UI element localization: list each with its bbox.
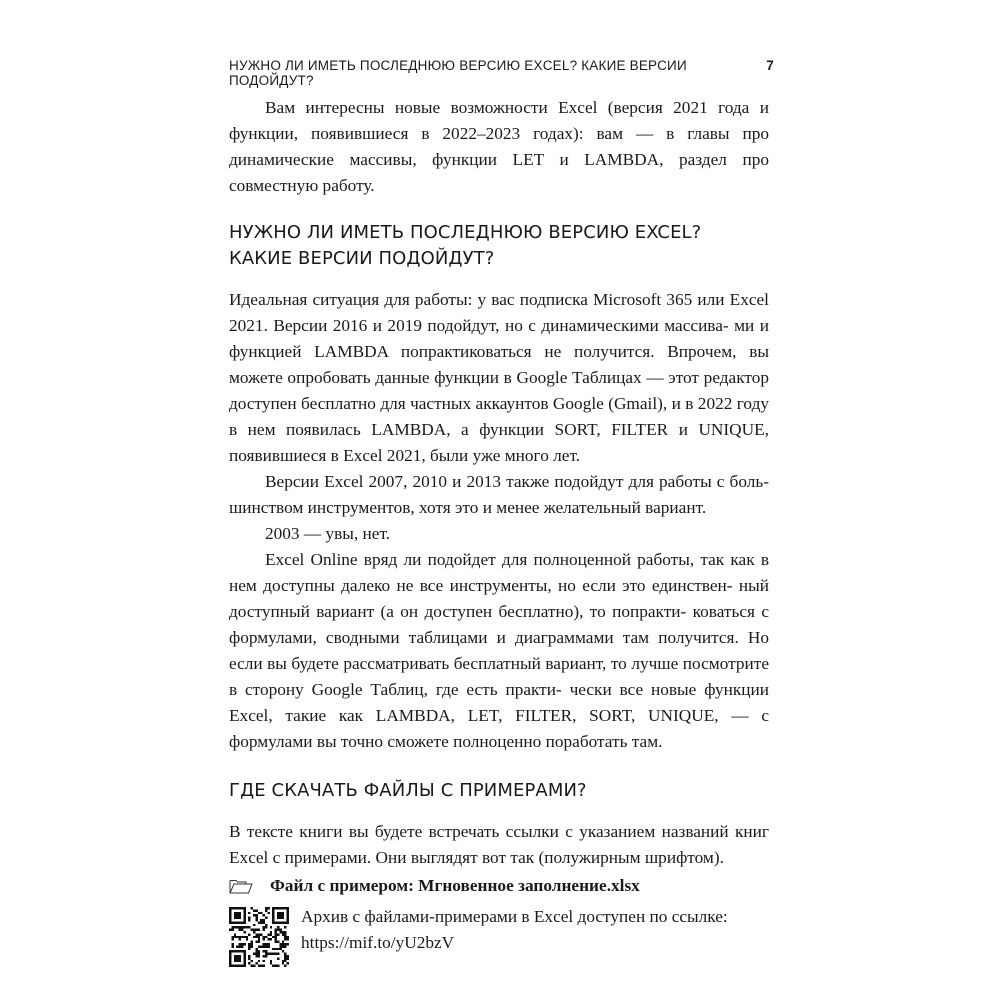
text-line: Идеальная ситуация для работы: у вас подписка Microsoft 365 или xyxy=(229,290,725,309)
running-header xyxy=(229,58,774,88)
text-line: коваться с формулами, сводными таблицами и диаграммами там xyxy=(229,602,769,647)
running-title: НУЖНО ЛИ ИМЕТЬ ПОСЛЕДНЮЮ ВЕРСИЮ EXCEL? КАКИЕ ВЕРСИИ ПОДОЙДУТ? xyxy=(229,58,687,88)
text-line: SORT, UNIQUE, — с формулами вы точно сможете полноценно xyxy=(229,706,769,751)
versions-paragraph-2 xyxy=(229,469,769,521)
text-line: Excel 2021. Версии 2016 и 2019 подойдут, но с динамическими массива- xyxy=(229,290,769,335)
text-line: совместную работу. xyxy=(229,176,375,195)
page-number: 7 xyxy=(766,58,774,73)
archive-description: Архив с файлами-примерами в Excel доступен по ссылке: xyxy=(301,907,728,926)
text-line: и функции, появившиеся в 2022–2023 годах): вам — в главы про xyxy=(229,98,769,143)
text-line: поработать там. xyxy=(545,732,663,751)
versions-paragraph-1 xyxy=(229,287,769,469)
text-line: динамические массивы, функции LET и LAMBDA, раздел про xyxy=(229,150,769,169)
text-line: то лучше посмотрите в сторону Google Таблиц, где есть практи- xyxy=(229,654,769,699)
text-line: В тексте книги вы будете встречать ссылки с указанием названий xyxy=(229,822,729,841)
qr-code-icon[interactable] xyxy=(229,907,289,967)
text-line: ный доступный вариант (а он доступен бесплатно), то попракти- xyxy=(229,576,769,621)
example-file-callout xyxy=(229,873,769,899)
archive-text xyxy=(301,904,728,967)
section-heading-downloads: ГДЕ СКАЧАТЬ ФАЙЛЫ С ПРИМЕРАМИ? xyxy=(229,780,587,801)
text-line: Версии Excel 2007, 2010 и 2013 также подойдут для работы с боль- xyxy=(265,472,769,491)
text-line: Excel Online вряд ли подойдет для полноценной работы, так как xyxy=(265,550,755,569)
text-line: шрифтом). xyxy=(644,848,724,867)
page-content xyxy=(229,95,769,967)
text-line: и UNIQUE, появившиеся в Excel 2021, были уже много лет. xyxy=(229,420,769,465)
text-line: в нем доступны далеко не все инструменты, но если это единствен- xyxy=(229,550,769,595)
downloads-paragraph xyxy=(229,819,769,871)
text-line: редактор доступен бесплатно для частных аккаунтов Google (Gmail), xyxy=(229,368,769,413)
text-line: ми и функцией LAMBDA попрактиковаться не получится. Впрочем, xyxy=(229,316,769,361)
heading-line: КАКИЕ ВЕРСИИ ПОДОЙДУТ? xyxy=(229,248,495,269)
text-line: чески все новые функции Excel, такие как LAMBDA, LET, FILTER, xyxy=(229,680,769,725)
archive-link[interactable]: https://mif.to/yU2bzV xyxy=(301,933,455,952)
text-line: Вам интересны новые возможности Excel (версия 2021 года xyxy=(265,98,750,117)
example-file-name: Файл с примером: Мгновенное заполнение.xlsx xyxy=(270,876,640,895)
text-line: получится. Но если вы будете рассматривать бесплатный вариант, xyxy=(229,628,770,673)
folder-outline-icon xyxy=(229,878,253,894)
archive-block xyxy=(229,907,769,967)
intro-paragraph xyxy=(229,95,769,199)
heading-line: НУЖНО ЛИ ИМЕТЬ ПОСЛЕДНЮЮ ВЕРСИЮ EXCEL? xyxy=(229,222,702,243)
text-line: вы можете опробовать данные функции в Google Таблицах — этот xyxy=(229,342,769,387)
versions-paragraph-4 xyxy=(229,547,769,755)
versions-paragraph-3: 2003 — увы, нет. xyxy=(265,524,391,543)
text-line: и в 2022 году в нем появилась LAMBDA, а функции SORT, FILTER xyxy=(229,394,769,439)
text-line: шинством инструментов, хотя это и менее желательный вариант. xyxy=(229,498,707,517)
text-line: книг Excel с примерами. Они выглядят вот так (полужирным xyxy=(229,822,769,867)
section-heading-versions xyxy=(229,220,769,272)
